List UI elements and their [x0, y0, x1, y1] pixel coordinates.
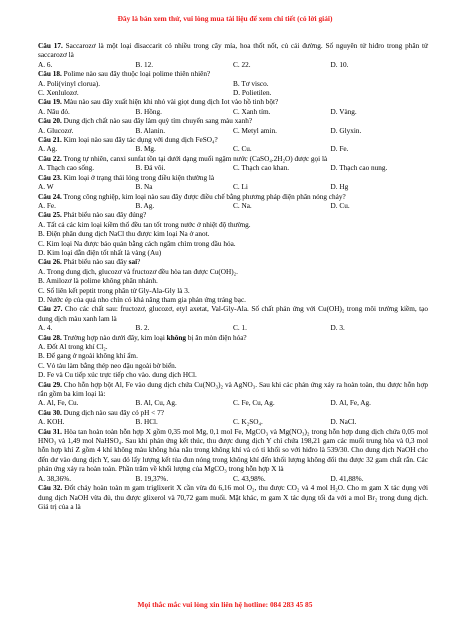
option-28d: D. Fe và Cu tiếp xúc trực tiếp cho vào. dung dịch HCl. [38, 371, 197, 380]
question-30: Câu 30. Dung dịch nào sau đây có pH < 7? [38, 408, 164, 417]
options-17: A. 6. B. 12. C. 22. D. 10. [38, 60, 349, 69]
question-17: Câu 17. Saccarozơ là một loại đisaccarit có nhiều trong cây mía, hoa thốt nốt, củ cải đường. Số nguyên tử hiđro trong phân tử saccarozơ là [38, 42, 428, 60]
options-18b: C. Xenlulozơ. D. Polietilen. [38, 89, 272, 98]
question-22: Câu 22. Trong tự nhiên, canxi sunfat tồn tại dưới dạng muối ngậm nước (CaSO₄.2H₂O) được gọi là [38, 154, 328, 163]
option-26d: D. Nước ép của quả nho chín có khả năng tham gia phản ứng tráng bạc. [38, 295, 246, 304]
options-22: A. Thạch cao sống. B. Đá vôi. C. Thạch cao khan. D. Thạch cao nung. [38, 164, 388, 173]
option-28b: B. Để gang ở ngoài không khí ẩm. [38, 352, 138, 361]
question-24: Câu 24. Trong công nghiệp, kim loại nào sau đây được điều chế bằng phương pháp điện phân nóng chảy? [38, 192, 346, 201]
options-18: A. Poli(vinyl clorua). B. Tơ visco. [38, 79, 269, 88]
question-29: Câu 29. Cho hỗn hợp bột Al, Fe vào dung dịch chứa Cu(NO₃)₂ và AgNO₃. Sau khi các phản ứng xảy ra hoàn toàn, thu được hỗn hợp rắn gồm ba kim loại là: [38, 380, 428, 399]
question-32: Câu 32. Đốt cháy hoàn toàn m gam triglixerit X cần vừa đủ 6,16 mol O₂, thu được CO₂ và 4 mol H₂O. Cho m gam X tác dụng với dung dịch NaOH vừa đủ, thu được glixerol và 70,72 gam muối. Mặt khác, m gam X tác dụng tối đa với a mol Br₂ trong dung dịch. Giá trị của a là [38, 484, 428, 511]
question-28: Câu 28. Trường hợp nào dưới đây, kim loại không bị ăn mòn điện hóa? [38, 333, 247, 342]
options-24: A. Fe. B. Ag. C. Na. D. Cu. [38, 201, 350, 210]
question-21: Câu 21. Kim loại nào sau đây tác dụng với dung dịch FeSO₄? [38, 136, 218, 145]
option-26c: C. Số liên kết peptit trong phân tử Gly-Ala-Gly là 3. [38, 286, 190, 295]
question-23: Câu 23. Kim loại ở trạng thái lỏng trong điều kiện thường là [38, 173, 215, 182]
option-25a: A. Tất cả các kim loại kiềm thổ đều tan tốt trong nước ở nhiệt độ thường. [38, 220, 251, 229]
options-20: A. Glucozơ. B. Alanin. C. Metyl amin. D. Glyxin. [38, 126, 362, 135]
options-21: A. Ag. B. Mg. C. Cu. D. Fe. [38, 145, 349, 154]
option-26b: B. Amilozơ là polime không phân nhánh. [38, 277, 158, 286]
question-19: Câu 19. Màu nào sau đây xuất hiện khi nhỏ vài giọt dung dịch Iot vào hồ tinh bột? [38, 98, 279, 107]
question-27: Câu 27. Cho các chất sau: fructozơ, glucozơ, etyl axetat, Val-Gly-Ala. Số chất phản ứng với Cu(OH)₂ trong môi trường kiềm, tạo dung dịch màu xanh lam là [38, 305, 429, 323]
options-19: A. Nâu đỏ. B. Hồng. C. Xanh tím. D. Vàng. [38, 107, 357, 116]
options-27: A. 4. B. 2. C. 1. D. 3. [38, 324, 345, 333]
question-31: Câu 31. Hòa tan hoàn toàn hỗn hợp X gồm 0,35 mol Mg, 0,1 mol Fe, MgCO₃ và Mg(NO₃)₂ trong hỗn hợp dung dịch chứa 0,05 mol HNO₃ và 1,49 mol NaHSO₄. Sau khi phản ứng kết thúc, thu được dung dịch Y chỉ chứa 198,21 gam các muối trung hòa và 0,3 mol hỗn hợp khí Z gồm 4 khí không màu không hóa nâu trong không khí và có tỉ khối so với hiđro là 539/30. Cho dung dịch NaOH cho đến dư vào dung dịch Y, sau đó lấy lượng kết tủa đun nóng trong không khí đến khối lượng không đổi thu được 32 gam chất rắn. Các phản ứng xảy ra hoàn toàn. Phần trăm về khối lượng của MgCO₃ trong hỗn hợp X là [38, 427, 428, 474]
options-31: A. 38,36%. B. 19,37%. C. 43,98%. D. 41,88%. [38, 474, 364, 483]
hotline-banner: Mọi thắc mắc vui lòng xin liên hệ hotline: 084 283 45 85 [137, 600, 313, 609]
option-28a: A. Đốt Al trong khí Cl₂. [38, 343, 108, 351]
option-25d: D. Kim loại dẫn điện tốt nhất là vàng (Au) [38, 248, 162, 257]
option-26a: A. Trong dung dịch, glucozơ và fructozơ đều hòa tan được Cu(OH)₂. [38, 267, 238, 276]
preview-banner: Đây là bản xem thử, vui lòng mua tài liệu để xem chi tiết (có lời giải) [117, 14, 333, 23]
question-26: Câu 26. Phát biểu nào sau đây sai? [38, 258, 141, 267]
question-18: Câu 18. Polime nào sau đây thuộc loại polime thiên nhiên? [38, 70, 211, 79]
options-30: A. KOH. B. HCl. C. K₂SO₄. D. NaCl. [38, 418, 357, 427]
question-25: Câu 25. Phát biểu nào sau đây đúng? [38, 211, 147, 220]
options-29: A. Al, Fe, Cu. B. Al, Cu, Ag. C. Fe, Cu, Ag. D. Al, Fe, Ag. [38, 399, 371, 408]
option-25c: C. Kim loại Na được bảo quản bằng cách ngâm chìm trong dầu hỏa. [38, 239, 236, 248]
option-25b: B. Điện phân dung dịch NaCl thu được kim loại Na ở anot. [38, 230, 210, 239]
option-28c: C. Vỏ tàu làm bằng thép neo đậu ngoài bờ biển. [38, 361, 177, 370]
question-list [38, 42, 428, 512]
options-23: A. W B. Na C. Li D. Hg [38, 183, 349, 192]
question-20: Câu 20. Dung dịch chất nào sau đây làm quỳ tím chuyển sang màu xanh? [38, 117, 253, 126]
